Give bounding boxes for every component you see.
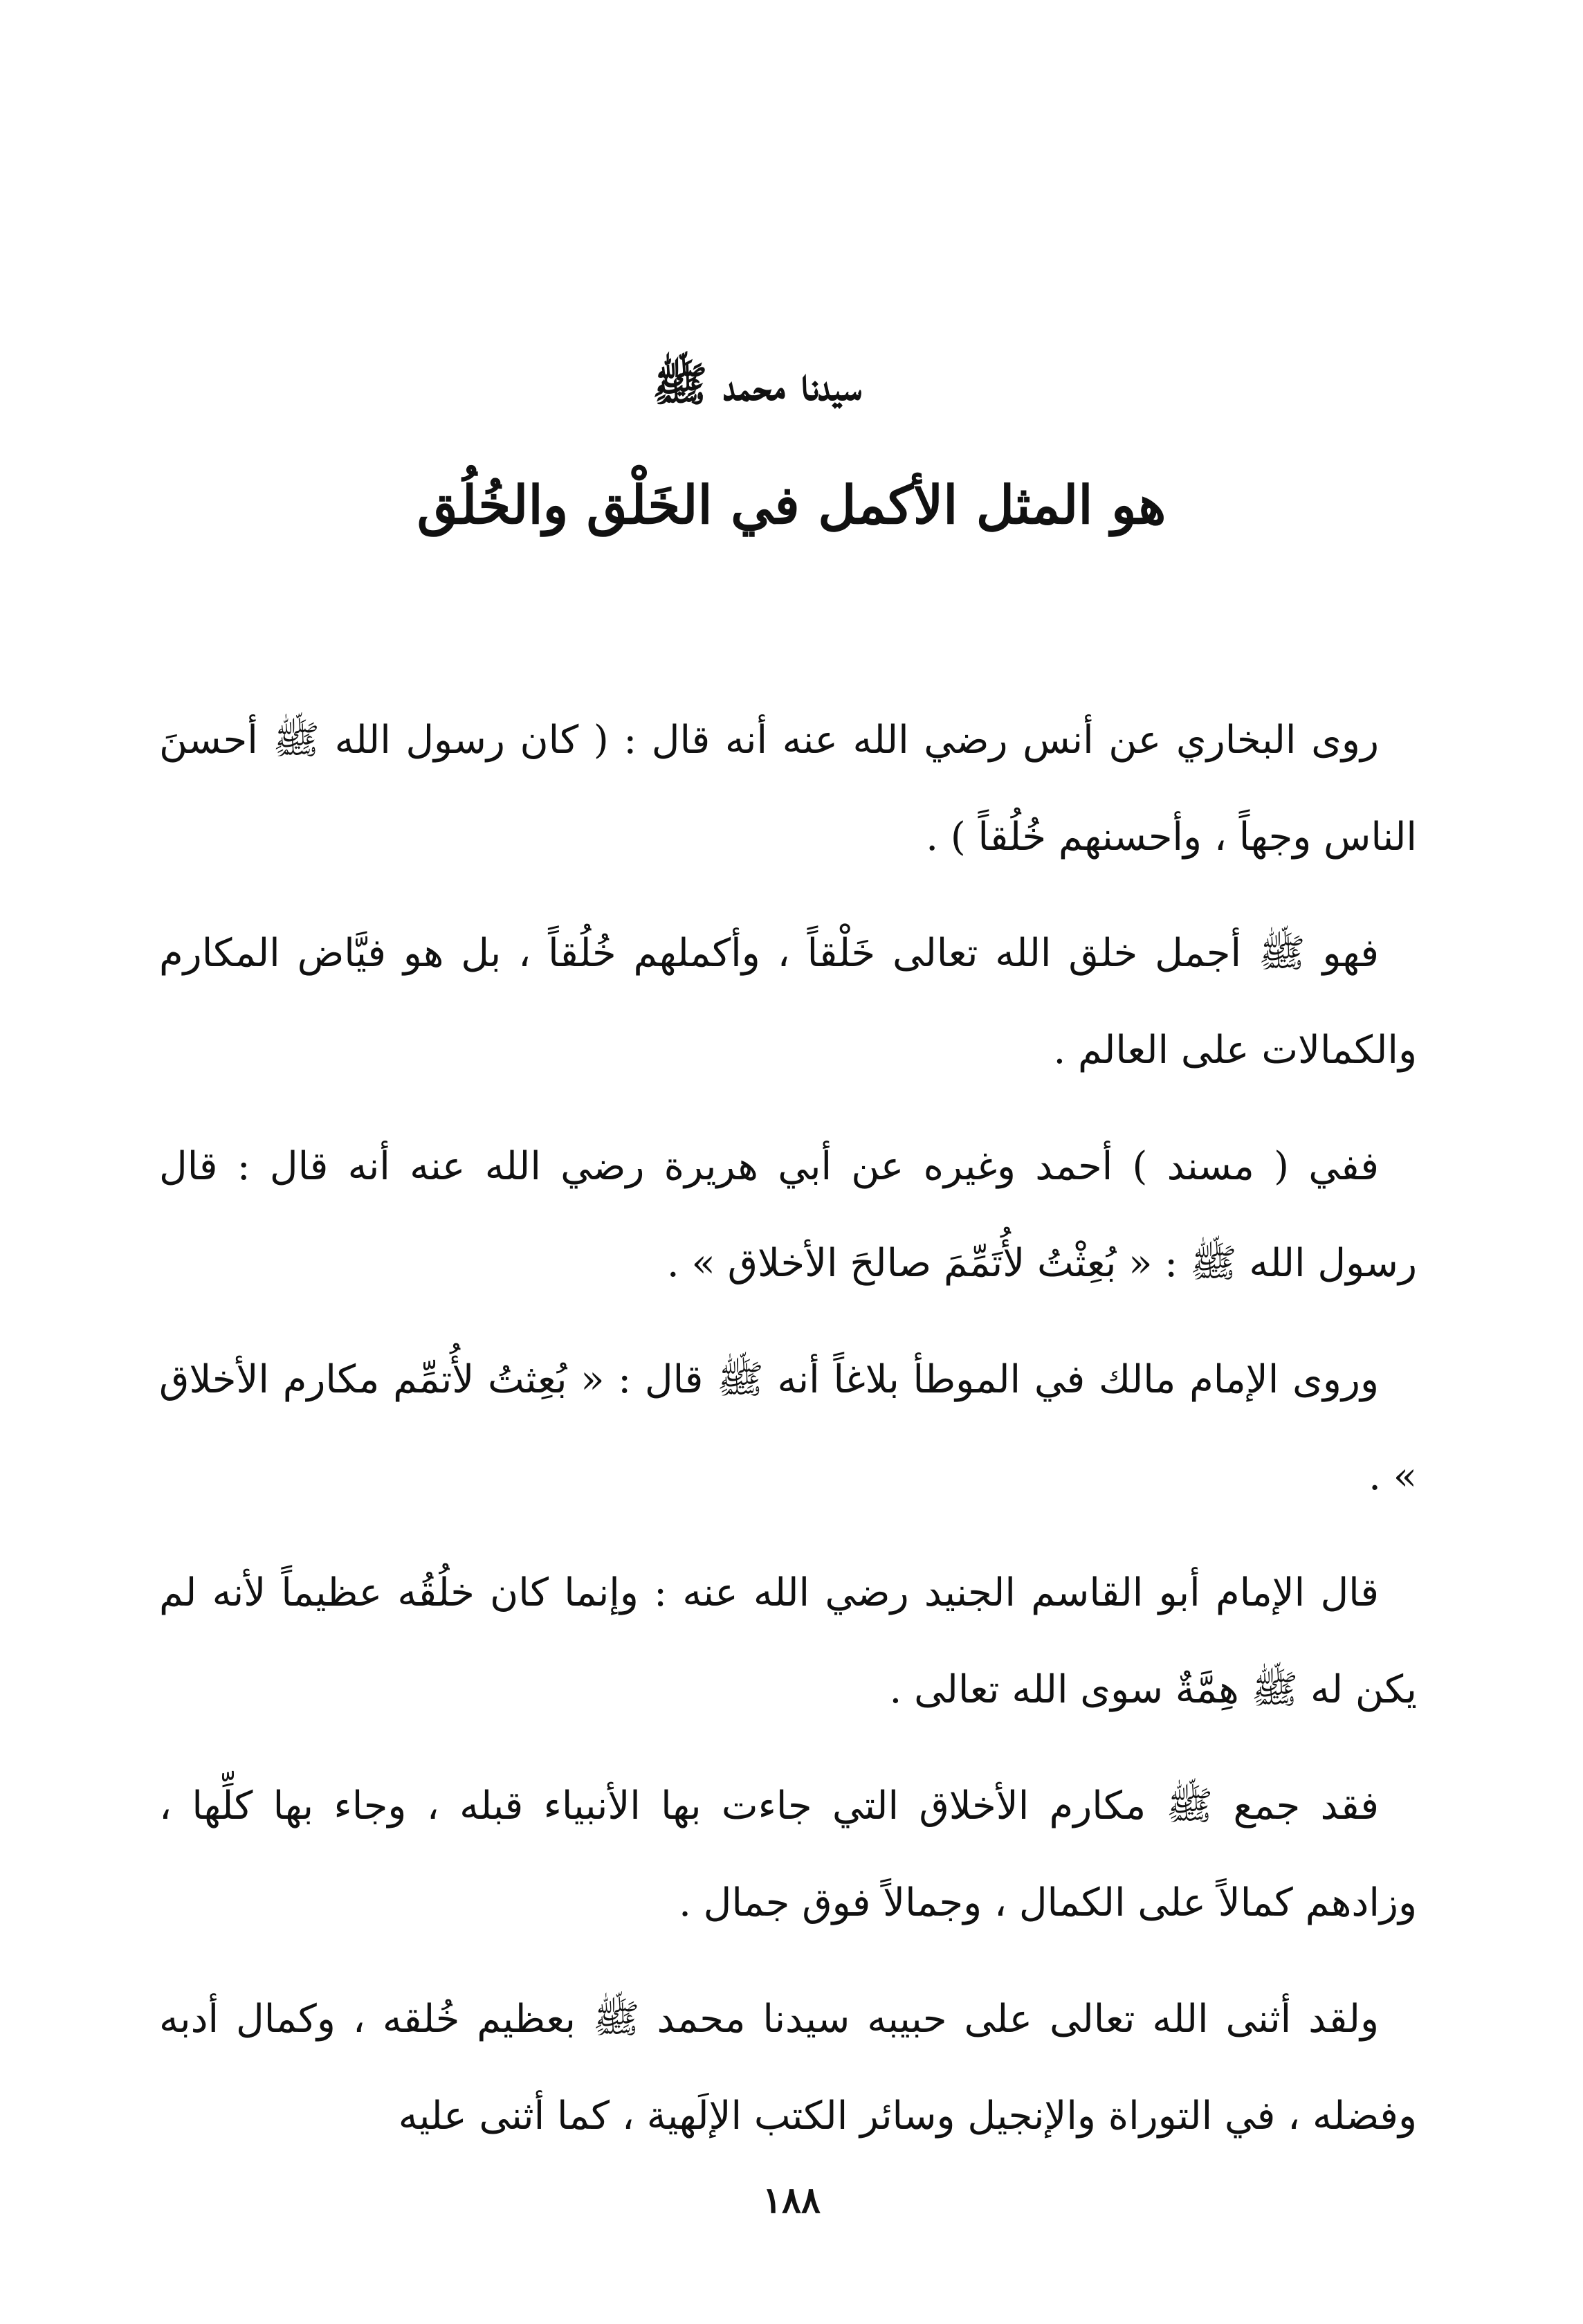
paragraph — [159, 1971, 1417, 2165]
body-text — [159, 692, 1417, 2184]
chapter-title-line-1: سيدنا محمد ﷺ — [652, 357, 862, 411]
paragraph — [159, 692, 1417, 886]
paragraph-text: قال الإمام أبو القاسم الجنيد رضي الله عنه : وإنما كان خلُقُه عظيماً لأنه لم يكن له ﷺ هِمَّةٌ سوى الله تعالى . — [159, 1570, 1417, 1712]
chapter-title-line-2: هو المثل الأكمل في الخَلْق والخُلُق — [417, 474, 1166, 536]
paragraph — [159, 1118, 1417, 1312]
paragraph-text: ففي ( مسند ) أحمد وغيره عن أبي هريرة رضي الله عنه أنه قال : قال رسول الله ﷺ : « بُعِثْتُ لأُتَمِّمَ صالحَ الأخلاق » . — [159, 1144, 1417, 1286]
paragraph-text: ولقد أثنى الله تعالى على حبيبه سيدنا محمد ﷺ بعظيم خُلقه ، وكمال أدبه وفضله ، في التوراة والإنجيل وسائر الكتب الإلَهية ، كما أثنى عليه — [159, 1997, 1417, 2139]
paragraph — [159, 905, 1417, 1099]
paragraph — [159, 1758, 1417, 1952]
paragraph-text: وروى الإمام مالك في الموطأ بلاغاً أنه ﷺ قال : « بُعِثتُ لأُتمِّم مكارم الأخلاق » . — [159, 1357, 1417, 1499]
page-number: ١٨٨ — [762, 2179, 821, 2222]
paragraph-text: فقد جمع ﷺ مكارم الأخلاق التي جاءت بها الأنبياء قبله ، وجاء بها كلِّها ، وزادهم كمالاً على الكمال ، وجمالاً فوق جمال . — [159, 1783, 1417, 1925]
paragraph — [159, 1332, 1417, 1525]
paragraph-text: روى البخاري عن أنس رضي الله عنه أنه قال : ( كان رسول الله ﷺ أحسنَ الناس وجهاً ، وأحسنهم خُلُقاً ) . — [159, 718, 1417, 860]
paragraph-text: فهو ﷺ أجمل خلق الله تعالى خَلْقاً ، وأكملهم خُلُقاً ، بل هو فيَّاض المكارم والكمالات على العالم . — [159, 931, 1417, 1073]
paragraph — [159, 1545, 1417, 1739]
